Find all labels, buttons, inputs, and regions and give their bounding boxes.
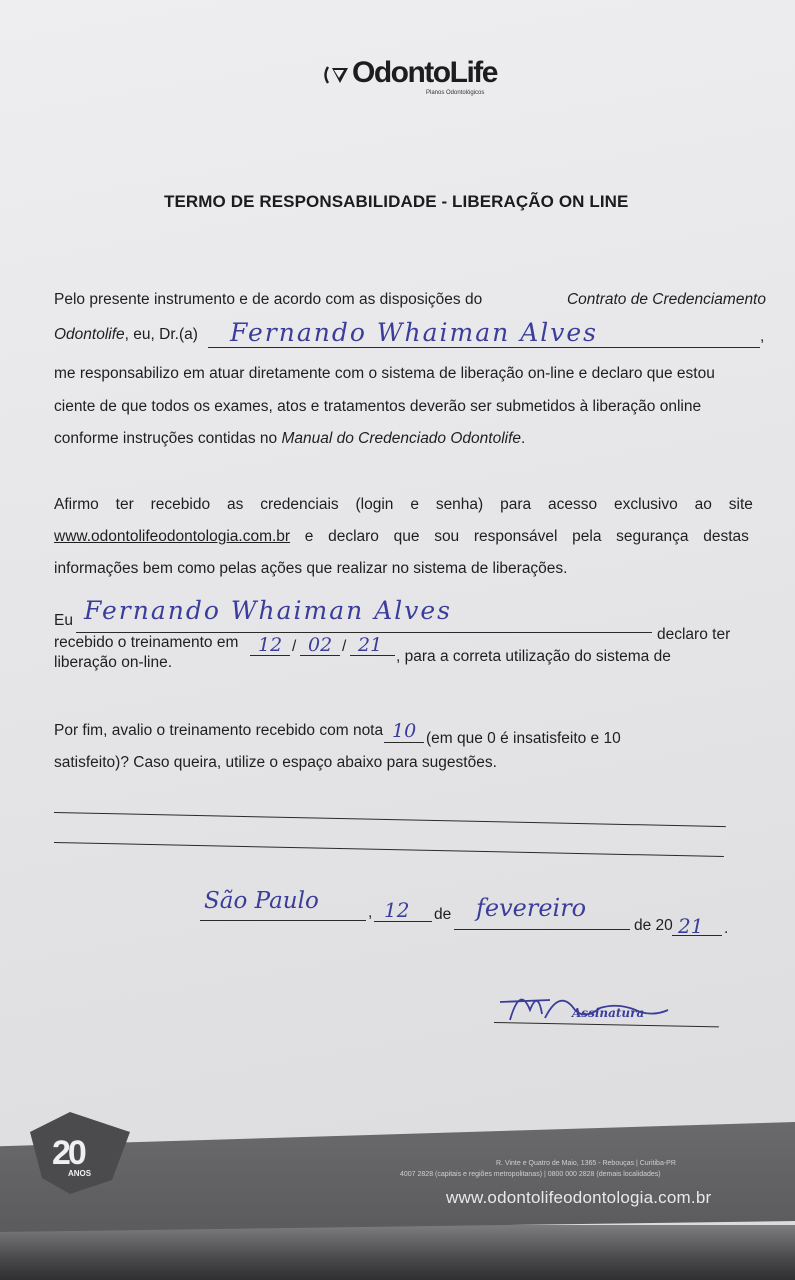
document-title: TERMO DE RESPONSABILIDADE - LIBERAÇÃO ON LINE — [164, 192, 629, 211]
p2-word: ao — [694, 496, 712, 513]
closing-end: . — [724, 920, 729, 937]
p1-line-5-a: conforme instruções contidas no — [54, 430, 278, 447]
p2-line-3: informações bem como pelas ações que realizar no sistema de liberações. — [54, 560, 568, 577]
p3-line-2-a: recebido o treinamento em — [54, 634, 239, 651]
page-shadow — [0, 1225, 795, 1280]
closing-de-2: de 20 — [634, 917, 673, 934]
p2-word: senha) — [435, 496, 484, 513]
handwritten-month-closing: fevereiro — [476, 894, 587, 922]
p2-word: declaro — [328, 528, 379, 545]
p2-word: destas — [703, 528, 749, 545]
logo-icon — [322, 64, 350, 86]
p1-line-1-text: Pelo presente instrumento e de acordo com as disposições do — [54, 291, 483, 308]
month-line — [454, 929, 630, 930]
handwritten-day: 12 — [258, 634, 283, 656]
p2-word: e — [410, 496, 419, 513]
city-line — [200, 920, 366, 921]
p1-line-5 — [54, 430, 525, 448]
footer-url-link[interactable]: www.odontolifeodontologia.com.br — [446, 1188, 712, 1207]
p3-declaro-ter: declaro ter — [657, 626, 731, 643]
p2-word: recebido — [150, 496, 211, 513]
p2-word: pela — [572, 528, 602, 545]
handwritten-month: 02 — [308, 634, 333, 656]
p2-word: responsável — [473, 528, 558, 545]
badge-label: ANOS — [68, 1169, 92, 1178]
p2-word: sou — [434, 528, 460, 545]
p1-line-2-end: , — [760, 328, 765, 345]
footer-address-2: 4007 2828 (capitais e regiões metropolitanas) | 0800 000 2828 (demais localidades) — [400, 1171, 661, 1178]
p1-line-3: me responsabilizo em atuar diretamente com o sistema de liberação on-line e declaro que estou — [54, 365, 715, 382]
p1-odontolife: Odontolife — [54, 326, 125, 343]
p1-line-1 — [54, 291, 766, 309]
handwritten-year-closing: 21 — [678, 914, 704, 938]
p2-line-1 — [54, 496, 753, 514]
handwritten-city: São Paulo — [204, 888, 319, 914]
p2-word: para — [500, 496, 532, 513]
handwritten-name-2: Fernando Whaiman Alves — [84, 596, 452, 625]
p2-word: ter — [115, 496, 134, 513]
footer-address-1: R. Vinte e Quatro de Maio, 1365 - Rebouças | Curitiba-PR — [496, 1160, 676, 1167]
handwritten-day-closing: 12 — [384, 898, 410, 922]
p1-line-2 — [54, 326, 198, 344]
p2-word: segurança — [616, 528, 689, 545]
comma: , — [368, 904, 373, 921]
p2-word: acesso — [548, 496, 598, 513]
handwritten-year: 21 — [358, 634, 383, 656]
p1-line-4: ciente de que todos os exames, atos e tratamentos deverão ser submetidos à liberação online — [54, 398, 702, 415]
p2-word: Afirmo — [54, 496, 99, 513]
logo-tagline: Planos Odontológicos — [426, 90, 485, 96]
p1-contract-name: Contrato de Credenciamento — [566, 291, 766, 308]
badge-number: 20 — [52, 1134, 84, 1172]
p3-slash-1: / — [292, 638, 297, 655]
p3-eu: Eu — [54, 612, 73, 629]
handwritten-signature — [490, 980, 680, 1030]
p4-line-2: satisfeito)? Caso queira, utilize o espaço abaixo para sugestões. — [54, 754, 497, 771]
p3-slash-2: / — [342, 638, 347, 655]
anniversary-badge — [30, 1112, 130, 1194]
site-link[interactable]: www.odontolifeodontologia.com.br — [54, 528, 291, 545]
p1-line-5-c: . — [521, 430, 526, 447]
p4-nota-line — [384, 742, 424, 743]
p1-name-line — [208, 347, 760, 348]
p3-name-line — [76, 632, 652, 633]
p4-line-1-a: Por fim, avalio o treinamento recebido com nota — [54, 722, 384, 739]
company-logo — [322, 56, 512, 100]
handwritten-name-1: Fernando Whaiman Alves — [230, 318, 598, 347]
p2-line-2 — [54, 528, 749, 546]
p3-line-3: liberação on-line. — [54, 654, 173, 671]
p2-word: credenciais — [260, 496, 339, 513]
p2-word: exclusivo — [614, 496, 678, 513]
signature-label: Assinatura — [572, 1006, 645, 1020]
p3-line-2-b: , para a correta utilização do sistema de — [396, 648, 671, 665]
p2-word: e — [304, 528, 314, 545]
p2-word: que — [393, 528, 420, 545]
p2-word: (login — [355, 496, 394, 513]
p2-word: as — [226, 496, 244, 513]
p4-line-1-b: (em que 0 é insatisfeito e 10 — [426, 730, 621, 747]
p1-manual-name: Manual do Credenciado Odontolife — [281, 430, 522, 447]
logo-text: OdontoLife — [352, 56, 497, 89]
p2-word: site — [728, 496, 753, 513]
handwritten-nota: 10 — [392, 720, 417, 742]
p1-line-2-text: , eu, Dr.(a) — [124, 326, 198, 343]
closing-de-1: de — [434, 906, 452, 923]
